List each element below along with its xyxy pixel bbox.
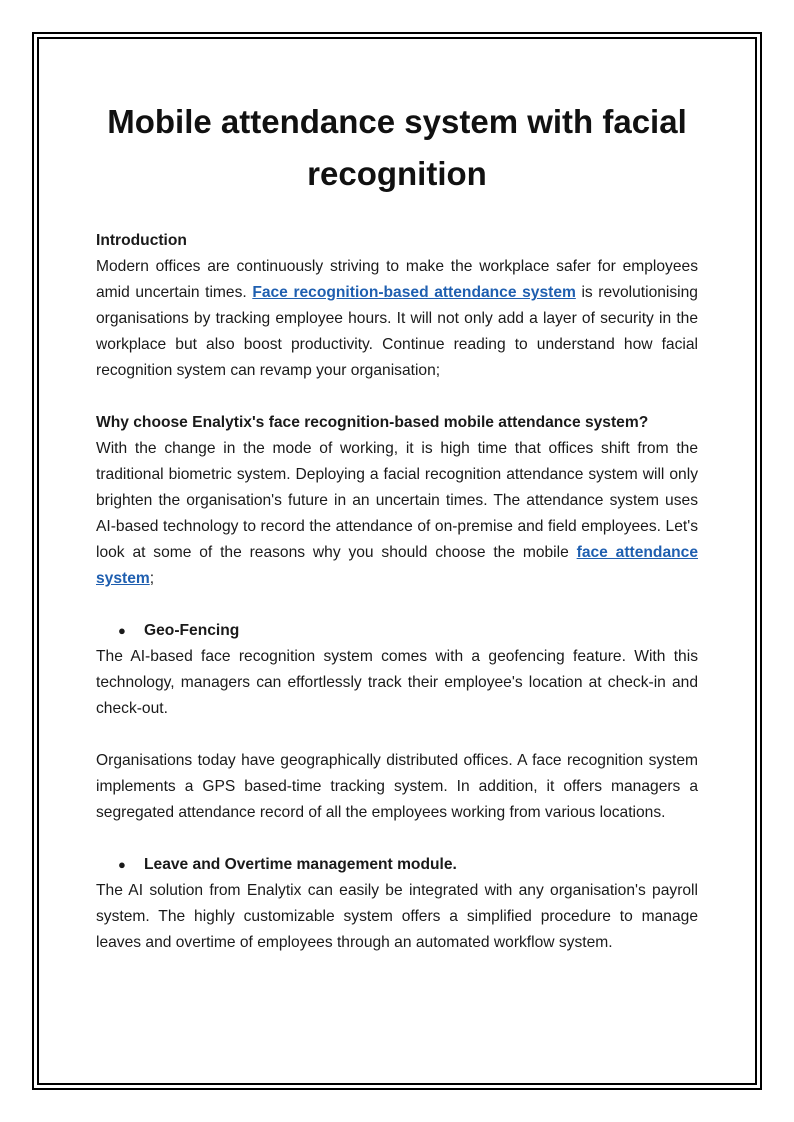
- intro-paragraph: Modern offices are continuously striving to make the workplace safer for employees amid uncertain times. Face recognition-based attendance system is revolutionising organisations by tracking employee hours. It will not only add a layer of security in the workplace but also boost productivity. Continue reading to understand how facial recognition system can revamp your organisation;: [96, 258, 698, 379]
- geo-paragraph-2: Organisations today have geographically distributed offices. A face recognition system implements a GPS based-time tracking system. In addition, it offers managers a segregated attendance record of all the employees working from various locations.: [96, 752, 698, 821]
- geo-fencing-bullet: [96, 618, 698, 644]
- geo-paragraph-1: The AI-based face recognition system comes with a geofencing feature. With this technology, managers can effortlessly track their employee's location at check-in and check-out.: [96, 648, 698, 717]
- why-heading: Why choose Enalytix's face recognition-based mobile attendance system?: [96, 414, 649, 431]
- intro-heading: Introduction: [96, 232, 187, 249]
- why-paragraph: With the change in the mode of working, it is high time that offices shift from the traditional biometric system. Deploying a facial recognition attendance system will only brighten the organisation's future in an uncertain times. The attendance system uses AI-based technology to record the attendance of on-premise and field employees. Let's look at some of the reasons why you should choose the mobile face attendance system;: [96, 440, 698, 587]
- geo-fencing-heading: Geo-Fencing: [144, 622, 240, 639]
- leave-overtime-bullet: [96, 852, 698, 878]
- document-title: Mobile attendance system with facial recognition: [107, 103, 687, 192]
- face-recognition-attendance-link[interactable]: Face recognition-based attendance system: [252, 284, 576, 301]
- face-attendance-system-link[interactable]: face attendance system: [96, 544, 698, 587]
- document-body: [96, 96, 698, 956]
- leave-overtime-heading: Leave and Overtime management module.: [144, 856, 457, 873]
- bullet-icon: ●: [118, 857, 126, 872]
- leave-paragraph-1: The AI solution from Enalytix can easily be integrated with any organisation's payroll system. The highly customizable system offers a simplified procedure to manage leaves and overtime of employees through an automated workflow system.: [96, 882, 698, 951]
- bullet-icon: ●: [118, 623, 126, 638]
